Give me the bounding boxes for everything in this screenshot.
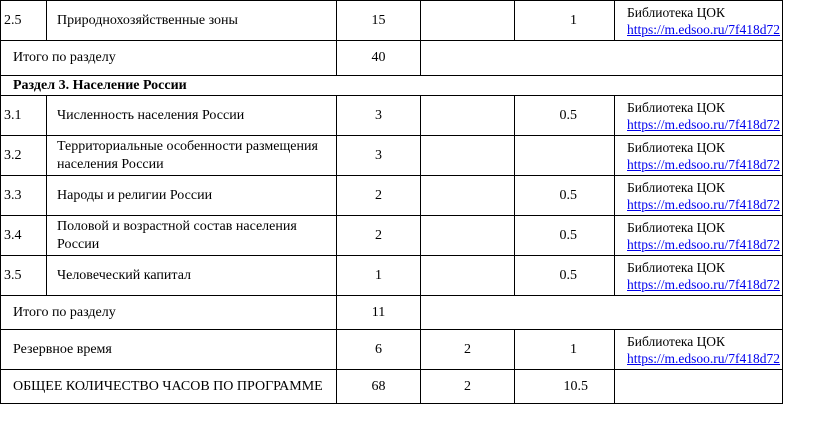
resource-cell xyxy=(615,1,783,41)
reserve-practical: 1 xyxy=(515,330,615,370)
hours-practical: 1 xyxy=(515,1,615,41)
resource-label: Библиотека ЦОК xyxy=(627,99,725,115)
resource-label: Библиотека ЦОК xyxy=(627,179,725,195)
reserve-label: Резервное время xyxy=(1,330,337,370)
topic-name: Человеческий капитал xyxy=(47,256,337,296)
empty-cell xyxy=(615,370,783,404)
topic-name: Численность населения России xyxy=(47,96,337,136)
hours-total: 1 xyxy=(337,256,421,296)
hours-control xyxy=(421,136,515,176)
resource-link[interactable]: https://m.edsoo.ru/7f418d72 xyxy=(627,196,780,212)
topic-name: Природнохозяйственные зоны xyxy=(47,1,337,41)
empty-cell xyxy=(421,296,783,330)
table-row xyxy=(1,176,783,216)
reserve-row xyxy=(1,330,783,370)
topic-name: Половой и возрастной состав населения России xyxy=(47,216,337,256)
hours-control xyxy=(421,216,515,256)
hours-total: 3 xyxy=(337,136,421,176)
hours-total: 15 xyxy=(337,1,421,41)
hours-control xyxy=(421,1,515,41)
resource-label: Библиотека ЦОК xyxy=(627,333,725,349)
resource-label: Библиотека ЦОК xyxy=(627,259,725,275)
table-row xyxy=(1,1,783,41)
subtotal-hours: 11 xyxy=(337,296,421,330)
resource-cell xyxy=(615,96,783,136)
resource-cell xyxy=(615,176,783,216)
resource-label: Библиотека ЦОК xyxy=(627,219,725,235)
empty-cell xyxy=(421,41,783,76)
resource-link[interactable]: https://m.edsoo.ru/7f418d72 xyxy=(627,21,780,37)
resource-link[interactable]: https://m.edsoo.ru/7f418d72 xyxy=(627,116,780,132)
resource-label: Библиотека ЦОК xyxy=(627,4,725,20)
topic-name: Народы и религии России xyxy=(47,176,337,216)
resource-link[interactable]: https://m.edsoo.ru/7f418d72 xyxy=(627,350,780,366)
reserve-control: 2 xyxy=(421,330,515,370)
hours-practical: 0.5 xyxy=(515,216,615,256)
resource-link[interactable]: https://m.edsoo.ru/7f418d72 xyxy=(627,236,780,252)
hours-control xyxy=(421,176,515,216)
hours-practical: 0.5 xyxy=(515,176,615,216)
subtotal-label: Итого по разделу xyxy=(1,41,337,76)
table-row xyxy=(1,256,783,296)
resource-cell xyxy=(615,330,783,370)
section-title: Раздел 3. Население России xyxy=(1,76,783,96)
grand-total-control: 2 xyxy=(421,370,515,404)
topic-name: Территориальные особенности размещения населения России xyxy=(47,136,337,176)
row-number: 3.3 xyxy=(1,176,47,216)
row-number: 3.1 xyxy=(1,96,47,136)
table-row xyxy=(1,216,783,256)
subtotal-label: Итого по разделу xyxy=(1,296,337,330)
table-row xyxy=(1,136,783,176)
hours-total: 3 xyxy=(337,96,421,136)
subtotal-row xyxy=(1,41,783,76)
hours-total: 2 xyxy=(337,176,421,216)
row-number: 3.4 xyxy=(1,216,47,256)
subtotal-row xyxy=(1,296,783,330)
subtotal-hours: 40 xyxy=(337,41,421,76)
row-number: 3.2 xyxy=(1,136,47,176)
section-header-row xyxy=(1,76,783,96)
hours-total: 2 xyxy=(337,216,421,256)
hours-practical xyxy=(515,136,615,176)
reserve-hours: 6 xyxy=(337,330,421,370)
row-number: 2.5 xyxy=(1,1,47,41)
grand-total-row xyxy=(1,370,783,404)
hours-control xyxy=(421,96,515,136)
resource-cell xyxy=(615,256,783,296)
resource-label: Библиотека ЦОК xyxy=(627,139,725,155)
hours-practical: 0.5 xyxy=(515,256,615,296)
resource-cell xyxy=(615,136,783,176)
table-row xyxy=(1,96,783,136)
resource-link[interactable]: https://m.edsoo.ru/7f418d72 xyxy=(627,276,780,292)
resource-cell xyxy=(615,216,783,256)
hours-control xyxy=(421,256,515,296)
grand-total-practical: 10.5 xyxy=(515,370,615,404)
grand-total-label: ОБЩЕЕ КОЛИЧЕСТВО ЧАСОВ ПО ПРОГРАММЕ xyxy=(1,370,337,404)
hours-practical: 0.5 xyxy=(515,96,615,136)
resource-link[interactable]: https://m.edsoo.ru/7f418d72 xyxy=(627,156,780,172)
row-number: 3.5 xyxy=(1,256,47,296)
grand-total-hours: 68 xyxy=(337,370,421,404)
